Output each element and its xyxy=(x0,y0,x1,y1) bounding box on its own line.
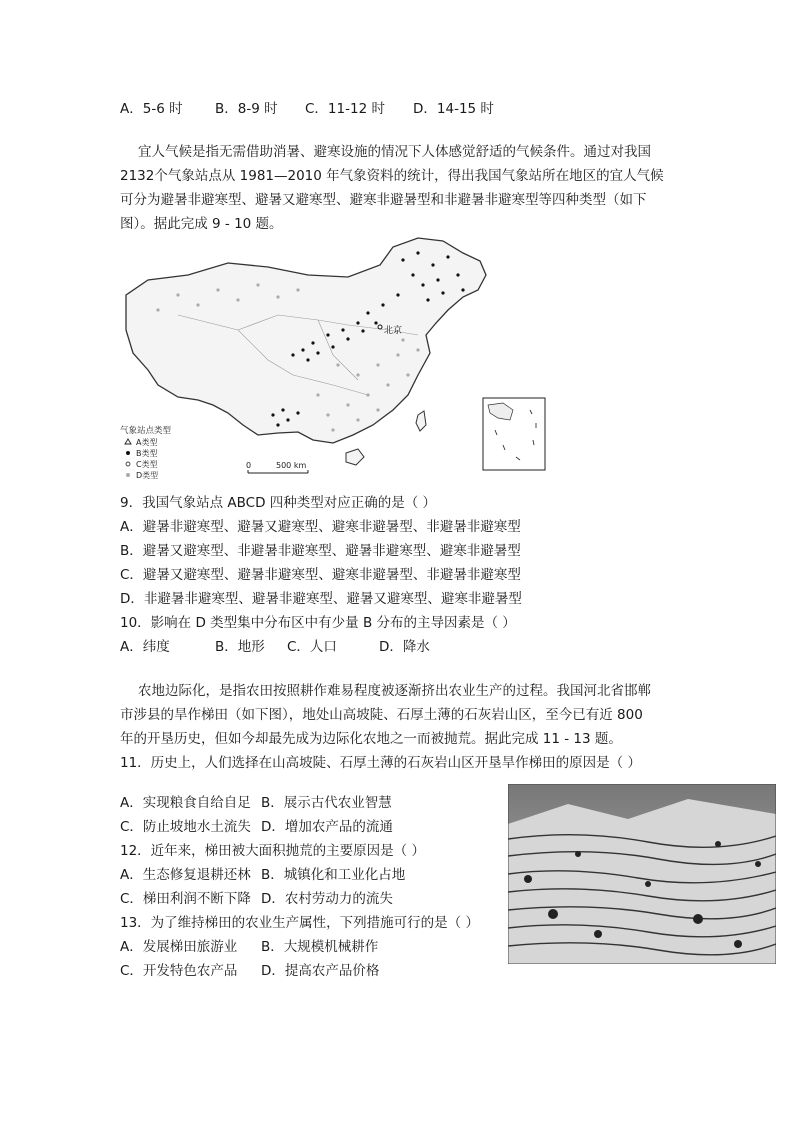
passage1-line-2: 2132个气象站点从 1981—2010 年气象资料的统计，得出我国气象站所在地区的宜人气候 xyxy=(120,168,664,184)
q12-option-c[interactable]: C．梯田利润不断下降 xyxy=(120,891,251,907)
china-outline xyxy=(126,238,486,443)
legend-symbol-b xyxy=(126,451,130,455)
q11-option-a[interactable]: A．实现粮食自给自足 xyxy=(120,795,251,811)
q9-option-d[interactable]: D．非避暑非避寒型、避暑非避寒型、避暑又避寒型、避寒非避暑型 xyxy=(120,591,522,607)
south-china-sea-inset xyxy=(483,398,545,470)
q9-option-a[interactable]: A．避暑非避寒型、避暑又避寒型、避寒非避暑型、非避暑非避寒型 xyxy=(120,519,521,535)
q11-option-c[interactable]: C．防止坡地水土流失 xyxy=(120,819,251,835)
passage2-line-1: 农地边际化，是指农田按照耕作难易程度被逐渐挤出农业生产的过程。我国河北省邯郸 xyxy=(138,683,651,699)
q13-option-c[interactable]: C．开发特色农产品 xyxy=(120,963,238,979)
q12-options-row2 xyxy=(120,890,393,908)
q9-option-b[interactable]: B．避暑又避寒型、非避暑非避寒型、避暑非避寒型、避寒非避暑型 xyxy=(120,543,521,559)
q10-option-d[interactable]: D．降水 xyxy=(379,639,430,655)
legend-symbol-c xyxy=(126,462,130,466)
passage1-line-1: 宜人气候是指无需借助消暑、避寒设施的情况下人体感觉舒适的气候条件。通过对我国 xyxy=(138,144,651,160)
q8-option-a[interactable]: A．5-6 时 xyxy=(120,101,183,117)
legend-item-d: D类型 xyxy=(136,471,159,480)
q12-options-row1 xyxy=(120,866,405,884)
q10-option-c[interactable]: C．人口 xyxy=(287,639,337,655)
q11-option-b[interactable]: B．展示古代农业智慧 xyxy=(261,795,392,811)
hainan-island xyxy=(346,449,364,465)
legend-item-b: B类型 xyxy=(136,449,158,458)
q8-option-c[interactable]: C．11-12 时 xyxy=(305,101,385,117)
q11-options-row2 xyxy=(120,818,393,836)
legend-item-a: A类型 xyxy=(136,438,158,447)
city-label-beijing: 北京 xyxy=(384,326,403,336)
scale-zero: 0 xyxy=(246,461,252,470)
q12-stem: 12．近年来，梯田被大面积抛荒的主要原因是（ ） xyxy=(120,843,425,859)
scale-bar xyxy=(246,461,308,473)
scale-label: 500 km xyxy=(276,461,307,470)
q10-option-b[interactable]: B．地形 xyxy=(215,639,265,655)
q12-option-d[interactable]: D．农村劳动力的流失 xyxy=(261,891,393,907)
q13-stem: 13．为了维持梯田的农业生产属性，下列措施可行的是（ ） xyxy=(120,915,479,931)
passage2-line-3: 年的开垦历史，但如今却最先成为边际化农地之一而被抛荒。据此完成 11 - 13 题。 xyxy=(120,731,622,747)
q13-option-b[interactable]: B．大规模机械耕作 xyxy=(261,939,379,955)
passage1-line-4: 图）。据此完成 9 - 10 题。 xyxy=(120,216,283,232)
legend xyxy=(125,437,158,480)
q13-options-row1 xyxy=(120,938,378,956)
legend-item-c: C类型 xyxy=(136,460,158,469)
q11-options-row1 xyxy=(120,794,392,812)
q11-stem: 11．历史上，人们选择在山高坡陡、石厚土薄的石灰岩山区开垦旱作梯田的原因是（ ） xyxy=(120,755,641,771)
q11-option-d[interactable]: D．增加农产品的流通 xyxy=(261,819,393,835)
q13-options-row2 xyxy=(120,962,379,980)
q10-option-a[interactable]: A．纬度 xyxy=(120,639,170,655)
terraced-field-photo xyxy=(508,784,776,964)
legend-symbol-a xyxy=(125,439,131,444)
q10-options xyxy=(120,638,430,656)
legend-symbol-d xyxy=(126,473,130,477)
passage1-line-3: 可分为避暑非避寒型、避暑又避寒型、避寒非避暑型和非避暑非避寒型等四种类型（如下 xyxy=(120,192,647,208)
china-weather-station-map xyxy=(118,235,558,480)
q8-option-b[interactable]: B．8-9 时 xyxy=(215,101,278,117)
q8-options xyxy=(120,100,494,118)
passage2-line-2: 市涉县的旱作梯田（如下图），地处山高坡陡、石厚土薄的石灰岩山区，至今已有近 800 xyxy=(120,707,643,723)
q12-option-b[interactable]: B．城镇化和工业化占地 xyxy=(261,867,406,883)
q8-option-d[interactable]: D．14-15 时 xyxy=(413,101,494,117)
q9-stem: 9．我国气象站点 ABCD 四种类型对应正确的是（ ） xyxy=(120,495,437,511)
q12-option-a[interactable]: A．生态修复退耕还林 xyxy=(120,867,251,883)
legend-title: 气象站点类型 xyxy=(120,426,172,436)
q13-option-d[interactable]: D．提高农产品价格 xyxy=(261,963,380,979)
q10-stem: 10．影响在 D 类型集中分布区中有少量 B 分布的主导因素是（ ） xyxy=(120,615,516,631)
q9-option-c[interactable]: C．避暑又避寒型、避暑非避寒型、避寒非避暑型、非避暑非避寒型 xyxy=(120,567,521,583)
taiwan-island xyxy=(416,411,426,431)
q13-option-a[interactable]: A．发展梯田旅游业 xyxy=(120,939,238,955)
